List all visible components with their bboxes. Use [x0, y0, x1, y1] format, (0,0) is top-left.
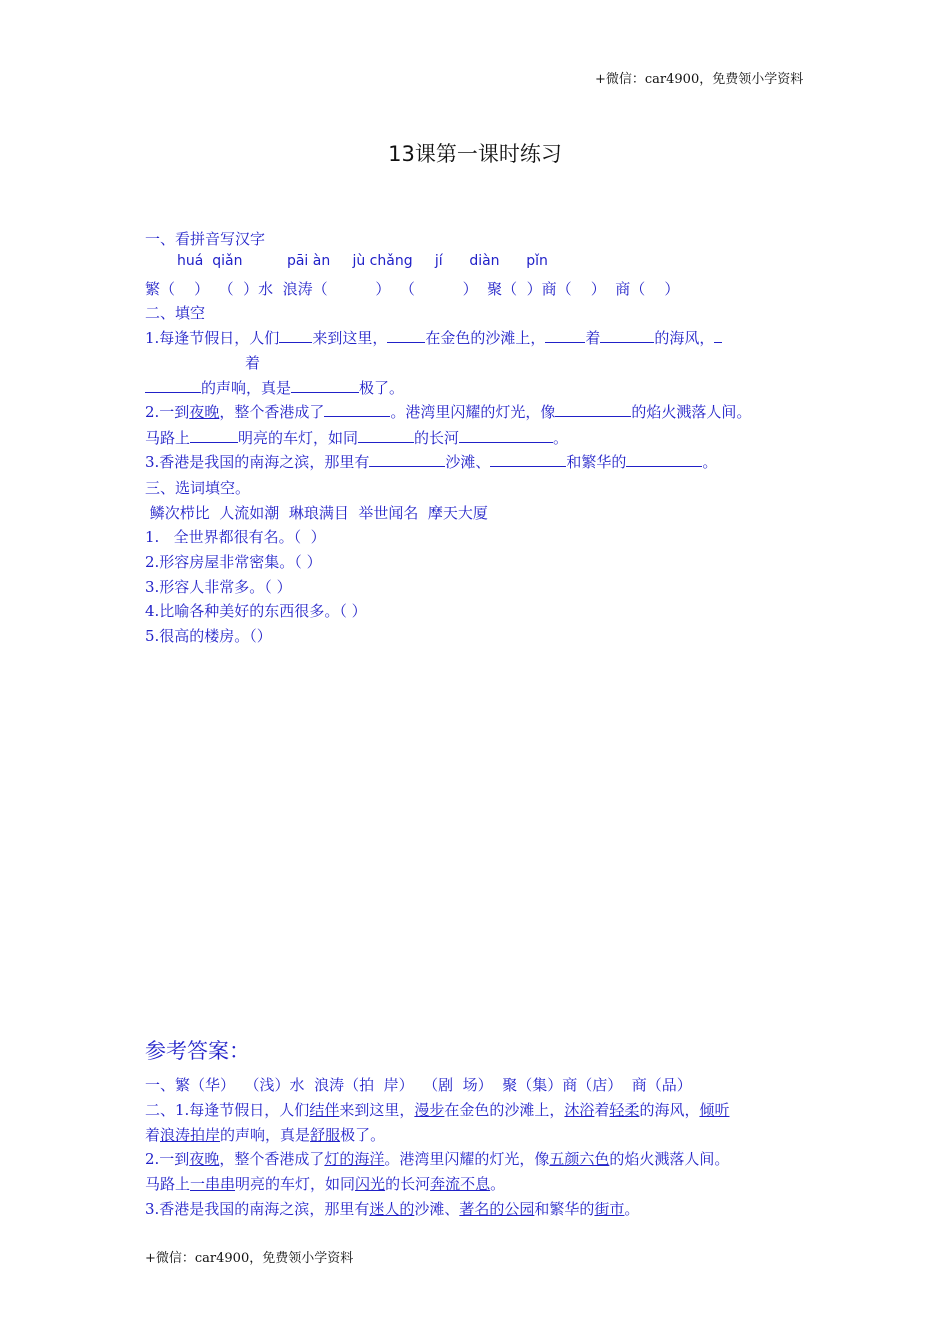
- ans5-word-b: 一串串: [190, 1175, 236, 1193]
- q1-blank-4[interactable]: [600, 328, 654, 343]
- answer-line-4: [145, 1148, 729, 1169]
- ans6-text-g: 。: [624, 1200, 640, 1218]
- answer-line-1: 一、繁（华） （浅）水 浪涛（拍 岸） （剧 场） 聚（集）商（店） 商（品）: [145, 1076, 692, 1094]
- q2-text-g: 的长河: [414, 429, 460, 447]
- answers-heading: 参考答案：: [145, 1039, 250, 1063]
- ans4-text-e: 。港湾里闪耀的灯光，像: [384, 1150, 550, 1168]
- section1-heading: 一、看拼音写汉字: [145, 230, 266, 248]
- ans6-word-b: 迷人的: [369, 1200, 415, 1218]
- q1-blank-3[interactable]: [545, 328, 585, 343]
- ans5-text-c: 明亮的车灯，如同: [235, 1175, 356, 1193]
- q1-blank-1[interactable]: [279, 328, 312, 343]
- ans4-text-a: 2.一到: [145, 1150, 190, 1168]
- q3-blank-1[interactable]: [369, 452, 445, 467]
- answer-line-3: [145, 1124, 385, 1145]
- q1-text-b: 来到这里，: [312, 329, 388, 347]
- ans5-word-f: 奔流不息: [430, 1175, 491, 1193]
- q1-blank-5[interactable]: [714, 328, 722, 343]
- ans3-text-a: 着: [145, 1126, 161, 1144]
- ans5-text-a: 马路上: [145, 1175, 191, 1193]
- q2-blank-4[interactable]: [358, 428, 414, 443]
- ans6-text-e: 和繁华的: [534, 1200, 595, 1218]
- q2-text-f: 明亮的车灯，如同: [238, 429, 359, 447]
- ans2-word-j: 倾听: [699, 1101, 730, 1119]
- q2-text-h: 。: [553, 429, 569, 447]
- q3-text-d: 。: [702, 453, 718, 471]
- q1-text-c: 在金色的沙滩上，: [425, 329, 546, 347]
- page-title: 13课第一课时练习: [388, 142, 562, 166]
- footer-note: +微信：car4900，免费领小学资料: [145, 1251, 354, 1266]
- q1-blank-6[interactable]: [145, 378, 201, 393]
- answer-line-2: [145, 1099, 729, 1120]
- q2-night-word: 夜晚: [189, 403, 220, 421]
- ans2-text-g: 着: [594, 1101, 610, 1119]
- ans4-word-b: 夜晚: [189, 1150, 220, 1168]
- choice-item-3: 3.形容人非常多。（ ）: [145, 578, 292, 596]
- ans2-text-a: 二、1.每逢节假日，人们: [145, 1101, 310, 1119]
- ans5-word-d: 闪光: [355, 1175, 386, 1193]
- q3-text-a: 3.香港是我国的南海之滨，那里有: [145, 453, 370, 471]
- q2-text-a: 2.一到: [145, 403, 190, 421]
- choice-item-1: 1. 全世界都很有名。（ ）: [145, 528, 326, 546]
- pinyin-answer-row: 繁（ ） （ ）水 浪涛（ ） （ ） 聚（ ）商（ ） 商（ ）: [145, 280, 680, 298]
- pinyin-row: huá qiǎn pāi àn jù chǎng jí diàn pǐn: [177, 253, 548, 269]
- ans2-word-f: 沐浴: [564, 1101, 595, 1119]
- ans5-text-e: 的长河: [385, 1175, 431, 1193]
- q2-text-e: 马路上: [145, 429, 191, 447]
- header-note: +微信：car4900，免费领小学资料: [595, 72, 804, 87]
- ans3-word-b: 浪涛拍岸: [160, 1126, 221, 1144]
- fill-q2-line1: [145, 401, 751, 422]
- section2-heading: 二、填空: [145, 304, 206, 322]
- answer-line-5: [145, 1173, 505, 1194]
- q3-text-c: 和繁华的: [566, 453, 627, 471]
- choice-item-4: 4.比喻各种美好的东西很多。（ ）: [145, 602, 367, 620]
- q1-text-g: 的声响，真是: [201, 379, 292, 397]
- fill-q1-line1: [145, 327, 722, 348]
- q1-text-d: 着: [585, 329, 601, 347]
- fill-q2-line2: [145, 427, 568, 448]
- fill-q1-line2: [145, 377, 404, 398]
- ans2-text-e: 在金色的沙滩上，: [444, 1101, 565, 1119]
- ans3-text-e: 极了。: [340, 1126, 386, 1144]
- ans4-text-g: 的焰火溅落人间。: [609, 1150, 730, 1168]
- ans6-text-c: 沙滩、: [414, 1200, 460, 1218]
- ans4-text-c: ，整个香港成了: [219, 1150, 325, 1168]
- q1-blank-2[interactable]: [387, 328, 425, 343]
- ans4-word-f: 五颜六色: [549, 1150, 610, 1168]
- fill-q3: [145, 451, 717, 472]
- q1-text-h: 极了。: [359, 379, 405, 397]
- choice-item-2: 2.形容房屋非常密集。（ ）: [145, 553, 322, 571]
- word-bank: 鳞次栉比 人流如潮 琳琅满目 举世闻名 摩天大厦: [145, 504, 488, 522]
- q2-blank-5[interactable]: [459, 428, 553, 443]
- ans2-text-c: 来到这里，: [339, 1101, 415, 1119]
- q3-blank-3[interactable]: [626, 452, 702, 467]
- ans3-word-d: 舒服: [310, 1126, 341, 1144]
- choice-item-5: 5.很高的楼房。（）: [145, 627, 272, 645]
- ans2-text-i: 的海风，: [639, 1101, 700, 1119]
- q3-blank-2[interactable]: [490, 452, 566, 467]
- ans6-text-a: 3.香港是我国的南海之滨，那里有: [145, 1200, 370, 1218]
- q1-text-e: 的海风，: [654, 329, 715, 347]
- q1-text-a: 1.每逢节假日，人们: [145, 329, 280, 347]
- ans2-word-h: 轻柔: [609, 1101, 640, 1119]
- q2-text-d: 的焰火溅落人间。: [631, 403, 752, 421]
- section3-heading: 三、选词填空。: [145, 479, 251, 497]
- ans6-word-d: 著名的公园: [459, 1200, 535, 1218]
- ans3-text-c: 的声响，真是: [220, 1126, 311, 1144]
- ans6-word-f: 街市: [594, 1200, 625, 1218]
- ans4-word-d: 灯的海洋: [324, 1150, 385, 1168]
- q1-text-f: 着: [245, 354, 261, 372]
- q1-blank-7[interactable]: [291, 378, 359, 393]
- ans2-word-b: 结伴: [309, 1101, 340, 1119]
- ans2-word-d: 漫步: [414, 1101, 445, 1119]
- q3-text-b: 沙滩、: [445, 453, 491, 471]
- answer-line-6: [145, 1198, 639, 1219]
- q2-text-c: 。港湾里闪耀的灯光，像: [390, 403, 556, 421]
- q2-blank-2[interactable]: [555, 402, 631, 417]
- q2-text-b: ，整个香港成了: [219, 403, 325, 421]
- q2-blank-1[interactable]: [324, 402, 390, 417]
- q2-blank-3[interactable]: [190, 428, 238, 443]
- ans5-text-g: 。: [490, 1175, 506, 1193]
